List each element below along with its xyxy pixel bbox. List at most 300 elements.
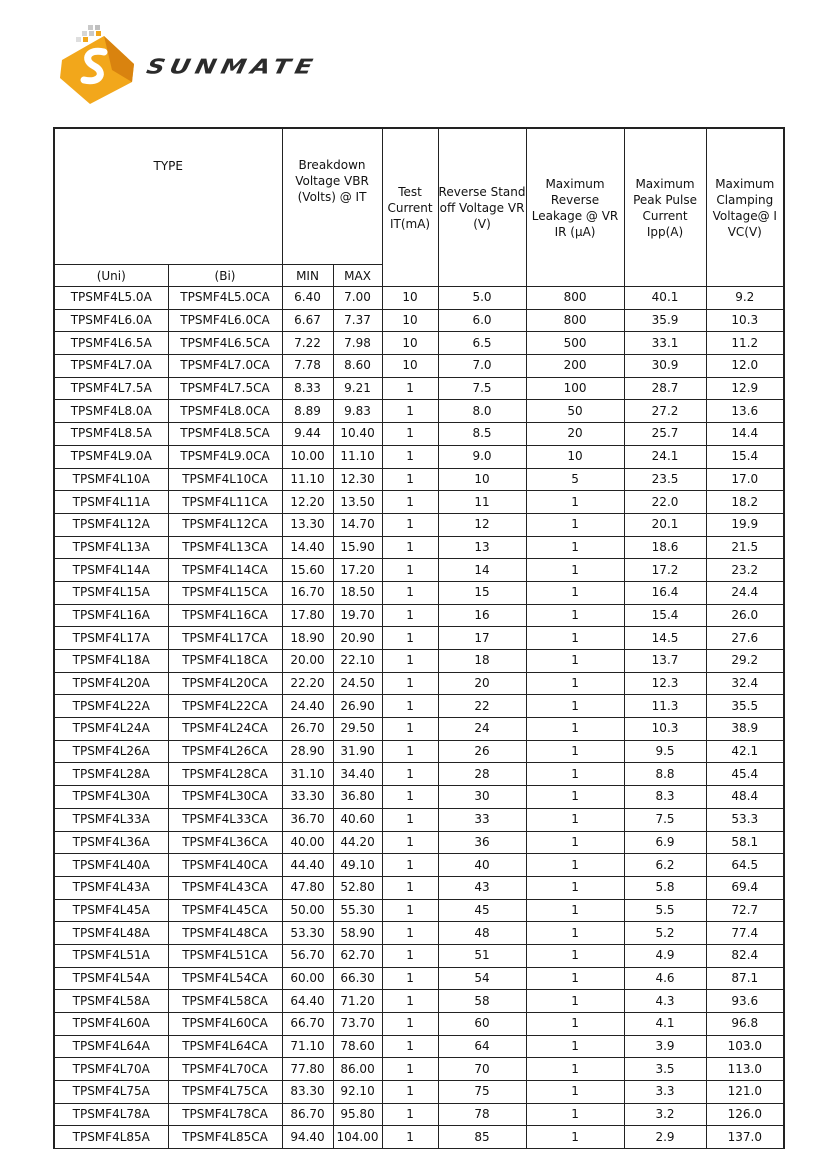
table-row	[54, 468, 784, 491]
cell-clamping-voltage: 113.0	[706, 1058, 784, 1081]
header-uni: (Uni)	[54, 265, 168, 287]
cell-clamping-voltage: 93.6	[706, 990, 784, 1013]
cell-clamping-voltage: 12.0	[706, 355, 784, 378]
cell-reverse-leakage: 1	[526, 491, 624, 514]
cell-clamping-voltage: 11.2	[706, 332, 784, 355]
cell-vbr-min: 44.40	[282, 854, 333, 877]
spec-table	[53, 127, 785, 1149]
cell-standoff-voltage: 7.5	[438, 377, 526, 400]
cell-reverse-leakage: 1	[526, 1103, 624, 1126]
cell-peak-pulse-current: 17.2	[624, 559, 706, 582]
table-row	[54, 604, 784, 627]
cell-bi-part: TPSMF4L22CA	[168, 695, 282, 718]
cell-test-current: 1	[382, 1126, 438, 1149]
cell-vbr-min: 86.70	[282, 1103, 333, 1126]
cell-vbr-max: 26.90	[333, 695, 382, 718]
cell-standoff-voltage: 5.0	[438, 287, 526, 310]
table-row	[54, 967, 784, 990]
table-row	[54, 559, 784, 582]
company-logo	[52, 22, 322, 112]
cell-bi-part: TPSMF4L11CA	[168, 491, 282, 514]
cell-peak-pulse-current: 16.4	[624, 581, 706, 604]
table-row	[54, 581, 784, 604]
cell-bi-part: TPSMF4L18CA	[168, 650, 282, 673]
cell-test-current: 1	[382, 808, 438, 831]
cell-vbr-min: 33.30	[282, 786, 333, 809]
cell-peak-pulse-current: 4.3	[624, 990, 706, 1013]
cell-uni-part: TPSMF4L6.5A	[54, 332, 168, 355]
cell-peak-pulse-current: 8.8	[624, 763, 706, 786]
header-breakdown-voltage: Breakdown Voltage VBR (Volts) @ IT	[282, 128, 382, 265]
cell-uni-part: TPSMF4L16A	[54, 604, 168, 627]
table-row	[54, 672, 784, 695]
cell-uni-part: TPSMF4L48A	[54, 922, 168, 945]
cell-test-current: 1	[382, 672, 438, 695]
cell-vbr-min: 77.80	[282, 1058, 333, 1081]
cell-clamping-voltage: 10.3	[706, 309, 784, 332]
cell-clamping-voltage: 19.9	[706, 513, 784, 536]
cell-reverse-leakage: 1	[526, 831, 624, 854]
cell-uni-part: TPSMF4L70A	[54, 1058, 168, 1081]
cell-vbr-max: 73.70	[333, 1013, 382, 1036]
cell-peak-pulse-current: 27.2	[624, 400, 706, 423]
cell-standoff-voltage: 14	[438, 559, 526, 582]
cell-vbr-max: 13.50	[333, 491, 382, 514]
cell-standoff-voltage: 60	[438, 1013, 526, 1036]
table-row	[54, 445, 784, 468]
table-row	[54, 718, 784, 741]
cell-clamping-voltage: 103.0	[706, 1035, 784, 1058]
cell-peak-pulse-current: 4.1	[624, 1013, 706, 1036]
cell-bi-part: TPSMF4L7.5CA	[168, 377, 282, 400]
cell-clamping-voltage: 24.4	[706, 581, 784, 604]
cell-test-current: 1	[382, 513, 438, 536]
cell-standoff-voltage: 6.0	[438, 309, 526, 332]
cell-vbr-min: 6.67	[282, 309, 333, 332]
cell-standoff-voltage: 28	[438, 763, 526, 786]
cell-uni-part: TPSMF4L58A	[54, 990, 168, 1013]
cell-standoff-voltage: 6.5	[438, 332, 526, 355]
cell-test-current: 1	[382, 650, 438, 673]
cell-bi-part: TPSMF4L75CA	[168, 1081, 282, 1104]
cell-test-current: 10	[382, 355, 438, 378]
cell-test-current: 1	[382, 763, 438, 786]
cell-bi-part: TPSMF4L60CA	[168, 1013, 282, 1036]
cell-bi-part: TPSMF4L64CA	[168, 1035, 282, 1058]
cell-test-current: 1	[382, 536, 438, 559]
cell-standoff-voltage: 24	[438, 718, 526, 741]
cell-bi-part: TPSMF4L40CA	[168, 854, 282, 877]
cell-reverse-leakage: 100	[526, 377, 624, 400]
cell-clamping-voltage: 69.4	[706, 876, 784, 899]
cell-uni-part: TPSMF4L78A	[54, 1103, 168, 1126]
cell-peak-pulse-current: 13.7	[624, 650, 706, 673]
cell-reverse-leakage: 1	[526, 854, 624, 877]
cell-standoff-voltage: 10	[438, 468, 526, 491]
table-row	[54, 740, 784, 763]
cell-uni-part: TPSMF4L51A	[54, 944, 168, 967]
cell-reverse-leakage: 1	[526, 1058, 624, 1081]
header-reverse-standoff: Reverse Stand off Voltage VR (V)	[438, 128, 526, 287]
cell-reverse-leakage: 1	[526, 740, 624, 763]
brand-name: SUNMATE	[144, 54, 320, 79]
cell-vbr-min: 56.70	[282, 944, 333, 967]
cell-bi-part: TPSMF4L26CA	[168, 740, 282, 763]
cell-standoff-voltage: 9.0	[438, 445, 526, 468]
cell-uni-part: TPSMF4L40A	[54, 854, 168, 877]
cell-reverse-leakage: 20	[526, 423, 624, 446]
cell-vbr-max: 40.60	[333, 808, 382, 831]
cell-clamping-voltage: 13.6	[706, 400, 784, 423]
table-row	[54, 990, 784, 1013]
cell-standoff-voltage: 45	[438, 899, 526, 922]
cell-test-current: 10	[382, 287, 438, 310]
cell-test-current: 1	[382, 604, 438, 627]
cell-vbr-min: 9.44	[282, 423, 333, 446]
cell-vbr-max: 7.00	[333, 287, 382, 310]
cell-standoff-voltage: 43	[438, 876, 526, 899]
cell-bi-part: TPSMF4L51CA	[168, 944, 282, 967]
cell-bi-part: TPSMF4L15CA	[168, 581, 282, 604]
cell-vbr-min: 11.10	[282, 468, 333, 491]
cell-reverse-leakage: 1	[526, 990, 624, 1013]
table-row	[54, 423, 784, 446]
cell-vbr-max: 15.90	[333, 536, 382, 559]
cell-vbr-min: 10.00	[282, 445, 333, 468]
cell-vbr-min: 15.60	[282, 559, 333, 582]
cell-clamping-voltage: 29.2	[706, 650, 784, 673]
cell-uni-part: TPSMF4L7.0A	[54, 355, 168, 378]
cell-bi-part: TPSMF4L33CA	[168, 808, 282, 831]
cell-clamping-voltage: 12.9	[706, 377, 784, 400]
cell-vbr-max: 36.80	[333, 786, 382, 809]
table-row	[54, 287, 784, 310]
cell-reverse-leakage: 1	[526, 786, 624, 809]
cell-test-current: 1	[382, 1058, 438, 1081]
cell-standoff-voltage: 16	[438, 604, 526, 627]
cell-vbr-max: 29.50	[333, 718, 382, 741]
cell-test-current: 1	[382, 990, 438, 1013]
cell-peak-pulse-current: 6.2	[624, 854, 706, 877]
cell-vbr-min: 31.10	[282, 763, 333, 786]
cell-uni-part: TPSMF4L36A	[54, 831, 168, 854]
cell-peak-pulse-current: 10.3	[624, 718, 706, 741]
cell-test-current: 1	[382, 718, 438, 741]
cell-standoff-voltage: 22	[438, 695, 526, 718]
cell-clamping-voltage: 32.4	[706, 672, 784, 695]
cell-peak-pulse-current: 23.5	[624, 468, 706, 491]
cell-standoff-voltage: 8.5	[438, 423, 526, 446]
cell-vbr-max: 62.70	[333, 944, 382, 967]
header-min: MIN	[282, 265, 333, 287]
cell-standoff-voltage: 48	[438, 922, 526, 945]
cell-vbr-max: 22.10	[333, 650, 382, 673]
table-row	[54, 808, 784, 831]
cell-vbr-min: 83.30	[282, 1081, 333, 1104]
cell-vbr-min: 7.22	[282, 332, 333, 355]
cell-peak-pulse-current: 24.1	[624, 445, 706, 468]
cell-test-current: 1	[382, 740, 438, 763]
header-max-reverse-leakage: Maximum Reverse Leakage @ VR IR (μA)	[526, 128, 624, 287]
cell-uni-part: TPSMF4L64A	[54, 1035, 168, 1058]
cell-vbr-max: 18.50	[333, 581, 382, 604]
cell-reverse-leakage: 1	[526, 672, 624, 695]
cell-test-current: 1	[382, 377, 438, 400]
cell-test-current: 1	[382, 1013, 438, 1036]
cell-uni-part: TPSMF4L45A	[54, 899, 168, 922]
cell-test-current: 1	[382, 1081, 438, 1104]
cell-bi-part: TPSMF4L13CA	[168, 536, 282, 559]
cell-standoff-voltage: 75	[438, 1081, 526, 1104]
cell-uni-part: TPSMF4L33A	[54, 808, 168, 831]
cell-standoff-voltage: 64	[438, 1035, 526, 1058]
cell-bi-part: TPSMF4L6.5CA	[168, 332, 282, 355]
cell-standoff-voltage: 8.0	[438, 400, 526, 423]
cell-vbr-max: 11.10	[333, 445, 382, 468]
cell-clamping-voltage: 137.0	[706, 1126, 784, 1149]
cell-test-current: 10	[382, 332, 438, 355]
cell-vbr-min: 8.33	[282, 377, 333, 400]
cell-test-current: 1	[382, 491, 438, 514]
cell-bi-part: TPSMF4L10CA	[168, 468, 282, 491]
header-max: MAX	[333, 265, 382, 287]
cell-peak-pulse-current: 11.3	[624, 695, 706, 718]
cell-peak-pulse-current: 7.5	[624, 808, 706, 831]
logo-mark-icon	[52, 22, 142, 112]
cell-bi-part: TPSMF4L9.0CA	[168, 445, 282, 468]
cell-uni-part: TPSMF4L30A	[54, 786, 168, 809]
cell-clamping-voltage: 9.2	[706, 287, 784, 310]
cell-peak-pulse-current: 30.9	[624, 355, 706, 378]
cell-vbr-min: 17.80	[282, 604, 333, 627]
header-test-current: Test Current IT(mA)	[382, 128, 438, 287]
cell-standoff-voltage: 54	[438, 967, 526, 990]
cell-vbr-max: 7.37	[333, 309, 382, 332]
cell-standoff-voltage: 70	[438, 1058, 526, 1081]
cell-standoff-voltage: 78	[438, 1103, 526, 1126]
cell-standoff-voltage: 13	[438, 536, 526, 559]
table-row	[54, 854, 784, 877]
table-row	[54, 491, 784, 514]
cell-bi-part: TPSMF4L6.0CA	[168, 309, 282, 332]
cell-clamping-voltage: 48.4	[706, 786, 784, 809]
cell-clamping-voltage: 45.4	[706, 763, 784, 786]
cell-uni-part: TPSMF4L28A	[54, 763, 168, 786]
cell-peak-pulse-current: 4.9	[624, 944, 706, 967]
cell-clamping-voltage: 23.2	[706, 559, 784, 582]
cell-vbr-min: 28.90	[282, 740, 333, 763]
cell-standoff-voltage: 30	[438, 786, 526, 809]
table-row	[54, 536, 784, 559]
table-row	[54, 1126, 784, 1149]
cell-reverse-leakage: 50	[526, 400, 624, 423]
table-row	[54, 695, 784, 718]
header-max-peak-pulse: Maximum Peak Pulse Current Ipp(A)	[624, 128, 706, 287]
cell-reverse-leakage: 500	[526, 332, 624, 355]
cell-vbr-max: 9.83	[333, 400, 382, 423]
cell-vbr-min: 40.00	[282, 831, 333, 854]
cell-test-current: 1	[382, 627, 438, 650]
table-row	[54, 1081, 784, 1104]
cell-vbr-min: 94.40	[282, 1126, 333, 1149]
cell-bi-part: TPSMF4L43CA	[168, 876, 282, 899]
table-row	[54, 309, 784, 332]
cell-vbr-max: 78.60	[333, 1035, 382, 1058]
cell-vbr-max: 104.00	[333, 1126, 382, 1149]
cell-test-current: 1	[382, 423, 438, 446]
cell-vbr-max: 86.00	[333, 1058, 382, 1081]
cell-clamping-voltage: 26.0	[706, 604, 784, 627]
cell-bi-part: TPSMF4L7.0CA	[168, 355, 282, 378]
cell-uni-part: TPSMF4L75A	[54, 1081, 168, 1104]
cell-uni-part: TPSMF4L26A	[54, 740, 168, 763]
cell-peak-pulse-current: 3.5	[624, 1058, 706, 1081]
cell-uni-part: TPSMF4L60A	[54, 1013, 168, 1036]
cell-uni-part: TPSMF4L10A	[54, 468, 168, 491]
cell-standoff-voltage: 11	[438, 491, 526, 514]
cell-reverse-leakage: 1	[526, 604, 624, 627]
cell-vbr-min: 36.70	[282, 808, 333, 831]
cell-peak-pulse-current: 28.7	[624, 377, 706, 400]
cell-clamping-voltage: 21.5	[706, 536, 784, 559]
cell-reverse-leakage: 1	[526, 876, 624, 899]
cell-vbr-min: 14.40	[282, 536, 333, 559]
cell-vbr-min: 8.89	[282, 400, 333, 423]
cell-bi-part: TPSMF4L12CA	[168, 513, 282, 536]
cell-clamping-voltage: 53.3	[706, 808, 784, 831]
cell-vbr-max: 58.90	[333, 922, 382, 945]
cell-test-current: 1	[382, 922, 438, 945]
cell-vbr-max: 17.20	[333, 559, 382, 582]
cell-peak-pulse-current: 12.3	[624, 672, 706, 695]
table-row	[54, 400, 784, 423]
cell-uni-part: TPSMF4L5.0A	[54, 287, 168, 310]
cell-clamping-voltage: 64.5	[706, 854, 784, 877]
cell-reverse-leakage: 1	[526, 808, 624, 831]
cell-clamping-voltage: 121.0	[706, 1081, 784, 1104]
cell-uni-part: TPSMF4L7.5A	[54, 377, 168, 400]
cell-vbr-max: 12.30	[333, 468, 382, 491]
cell-reverse-leakage: 1	[526, 627, 624, 650]
cell-reverse-leakage: 1	[526, 536, 624, 559]
table-row	[54, 899, 784, 922]
cell-bi-part: TPSMF4L45CA	[168, 899, 282, 922]
cell-peak-pulse-current: 3.3	[624, 1081, 706, 1104]
cell-reverse-leakage: 1	[526, 1081, 624, 1104]
cell-peak-pulse-current: 5.5	[624, 899, 706, 922]
cell-vbr-min: 53.30	[282, 922, 333, 945]
cell-vbr-max: 66.30	[333, 967, 382, 990]
cell-vbr-max: 19.70	[333, 604, 382, 627]
cell-reverse-leakage: 1	[526, 513, 624, 536]
cell-standoff-voltage: 40	[438, 854, 526, 877]
cell-vbr-max: 31.90	[333, 740, 382, 763]
cell-peak-pulse-current: 14.5	[624, 627, 706, 650]
cell-peak-pulse-current: 40.1	[624, 287, 706, 310]
cell-clamping-voltage: 35.5	[706, 695, 784, 718]
table-row	[54, 763, 784, 786]
cell-vbr-min: 66.70	[282, 1013, 333, 1036]
cell-standoff-voltage: 36	[438, 831, 526, 854]
table-row	[54, 513, 784, 536]
cell-reverse-leakage: 1	[526, 559, 624, 582]
table-row	[54, 650, 784, 673]
cell-bi-part: TPSMF4L8.0CA	[168, 400, 282, 423]
cell-uni-part: TPSMF4L8.5A	[54, 423, 168, 446]
cell-vbr-min: 24.40	[282, 695, 333, 718]
cell-standoff-voltage: 20	[438, 672, 526, 695]
cell-bi-part: TPSMF4L5.0CA	[168, 287, 282, 310]
cell-peak-pulse-current: 4.6	[624, 967, 706, 990]
cell-clamping-voltage: 18.2	[706, 491, 784, 514]
cell-standoff-voltage: 15	[438, 581, 526, 604]
cell-reverse-leakage: 1	[526, 695, 624, 718]
cell-bi-part: TPSMF4L36CA	[168, 831, 282, 854]
cell-reverse-leakage: 1	[526, 1035, 624, 1058]
cell-peak-pulse-current: 5.8	[624, 876, 706, 899]
cell-vbr-max: 95.80	[333, 1103, 382, 1126]
cell-uni-part: TPSMF4L17A	[54, 627, 168, 650]
cell-clamping-voltage: 82.4	[706, 944, 784, 967]
cell-uni-part: TPSMF4L13A	[54, 536, 168, 559]
cell-standoff-voltage: 51	[438, 944, 526, 967]
cell-reverse-leakage: 1	[526, 718, 624, 741]
cell-test-current: 1	[382, 468, 438, 491]
cell-test-current: 1	[382, 944, 438, 967]
header-bi: (Bi)	[168, 265, 282, 287]
cell-reverse-leakage: 1	[526, 944, 624, 967]
cell-peak-pulse-current: 20.1	[624, 513, 706, 536]
cell-uni-part: TPSMF4L24A	[54, 718, 168, 741]
cell-bi-part: TPSMF4L8.5CA	[168, 423, 282, 446]
table-body	[54, 287, 784, 1149]
cell-standoff-voltage: 85	[438, 1126, 526, 1149]
cell-bi-part: TPSMF4L24CA	[168, 718, 282, 741]
cell-standoff-voltage: 18	[438, 650, 526, 673]
cell-uni-part: TPSMF4L6.0A	[54, 309, 168, 332]
cell-vbr-max: 71.20	[333, 990, 382, 1013]
table-row	[54, 922, 784, 945]
cell-test-current: 1	[382, 854, 438, 877]
cell-bi-part: TPSMF4L20CA	[168, 672, 282, 695]
cell-clamping-voltage: 87.1	[706, 967, 784, 990]
header-type: TYPE	[54, 128, 282, 265]
cell-peak-pulse-current: 6.9	[624, 831, 706, 854]
cell-bi-part: TPSMF4L17CA	[168, 627, 282, 650]
table-row	[54, 1058, 784, 1081]
cell-clamping-voltage: 14.4	[706, 423, 784, 446]
cell-test-current: 1	[382, 400, 438, 423]
cell-uni-part: TPSMF4L15A	[54, 581, 168, 604]
cell-peak-pulse-current: 9.5	[624, 740, 706, 763]
cell-vbr-max: 20.90	[333, 627, 382, 650]
cell-standoff-voltage: 33	[438, 808, 526, 831]
cell-reverse-leakage: 800	[526, 287, 624, 310]
cell-vbr-min: 22.20	[282, 672, 333, 695]
cell-reverse-leakage: 1	[526, 763, 624, 786]
cell-vbr-min: 26.70	[282, 718, 333, 741]
cell-reverse-leakage: 1	[526, 922, 624, 945]
cell-vbr-max: 49.10	[333, 854, 382, 877]
table-row	[54, 944, 784, 967]
cell-peak-pulse-current: 3.2	[624, 1103, 706, 1126]
cell-vbr-max: 92.10	[333, 1081, 382, 1104]
cell-bi-part: TPSMF4L28CA	[168, 763, 282, 786]
cell-standoff-voltage: 17	[438, 627, 526, 650]
cell-test-current: 10	[382, 309, 438, 332]
cell-clamping-voltage: 15.4	[706, 445, 784, 468]
cell-uni-part: TPSMF4L14A	[54, 559, 168, 582]
